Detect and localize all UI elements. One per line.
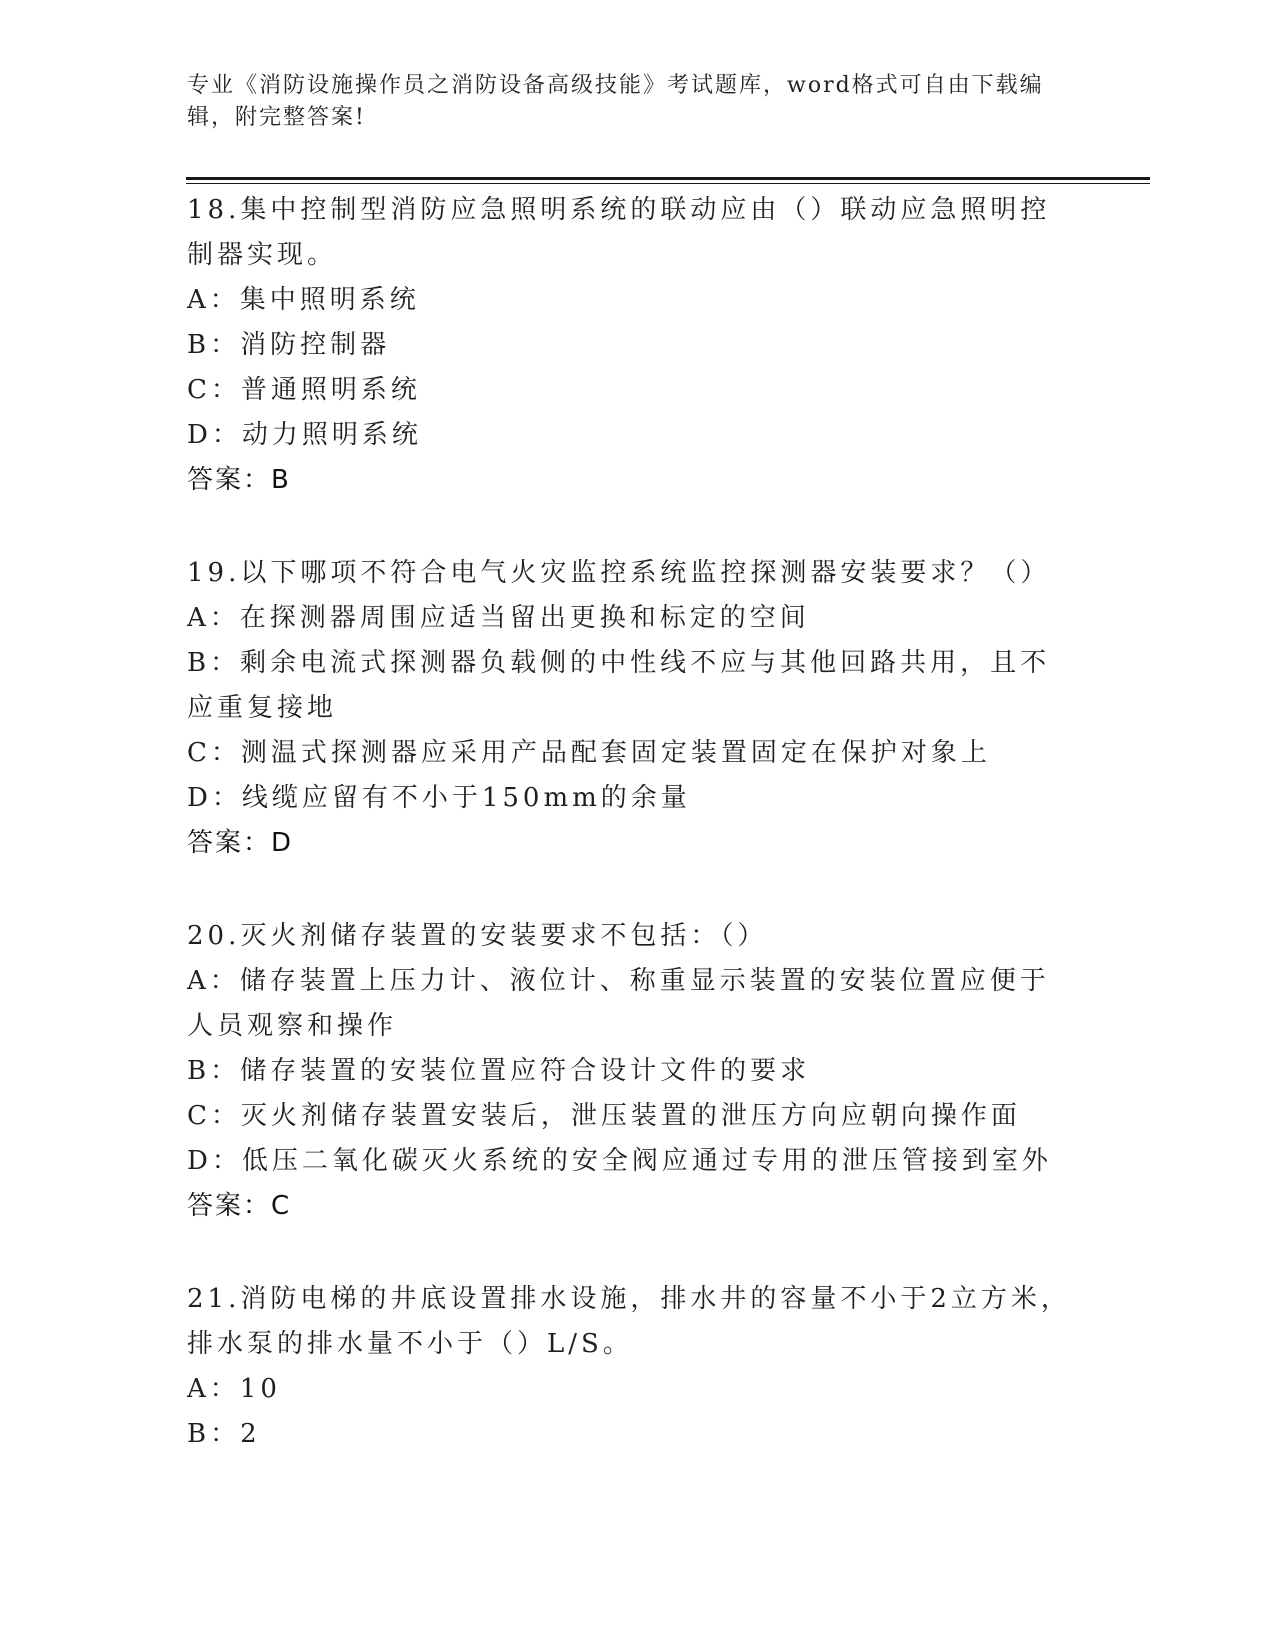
question-18 [187, 188, 1077, 503]
answer-text: 答案：B [187, 465, 291, 495]
question-list [187, 188, 1077, 1505]
question-19 [187, 551, 1077, 866]
option-d: D：动力照明系统 [187, 420, 422, 450]
question-stem: 21.消防电梯的井底设置排水设施，排水井的容量不小于2立方米，排水泵的排水量不小于（）L/S。 [187, 1284, 1071, 1359]
answer-text: 答案：D [187, 828, 294, 858]
option-a: A：10 [187, 1374, 281, 1404]
question-stem: 19.以下哪项不符合电气火灾监控系统监控探测器安装要求？（） [187, 558, 1051, 588]
option-a: A：储存装置上压力计、液位计、称重显示装置的安装位置应便于人员观察和操作 [187, 966, 1050, 1041]
option-a: A：在探测器周围应适当留出更换和标定的空间 [187, 603, 810, 633]
header-divider-thin [186, 183, 1150, 184]
header-divider-thick [186, 177, 1150, 180]
option-b: B：消防控制器 [187, 330, 391, 360]
question-20 [187, 914, 1077, 1229]
option-d: D：低压二氧化碳灭火系统的安全阀应通过专用的泄压管接到室外 [187, 1146, 1052, 1176]
question-stem: 18.集中控制型消防应急照明系统的联动应由（）联动应急照明控制器实现。 [187, 195, 1051, 270]
question-stem: 20.灭火剂储存装置的安装要求不包括：（） [187, 921, 768, 951]
document-intro: 专业《消防设施操作员之消防设备高级技能》考试题库，word格式可自由下载编辑，附完整答案! [187, 73, 1044, 130]
option-b: B：剩余电流式探测器负载侧的中性线不应与其他回路共用，且不应重复接地 [187, 648, 1051, 723]
option-c: C：测温式探测器应采用产品配套固定装置固定在保护对象上 [187, 738, 991, 768]
question-21 [187, 1277, 1077, 1457]
option-d: D：线缆应留有不小于150mm的余量 [187, 783, 691, 813]
answer-text: 答案：C [187, 1191, 292, 1221]
option-b: B：储存装置的安装位置应符合设计文件的要求 [187, 1056, 811, 1086]
option-c: C：灭火剂储存装置安装后，泄压装置的泄压方向应朝向操作面 [187, 1101, 1021, 1131]
option-c: C：普通照明系统 [187, 375, 421, 405]
option-a: A：集中照明系统 [187, 285, 420, 315]
option-b: B：2 [187, 1419, 261, 1449]
